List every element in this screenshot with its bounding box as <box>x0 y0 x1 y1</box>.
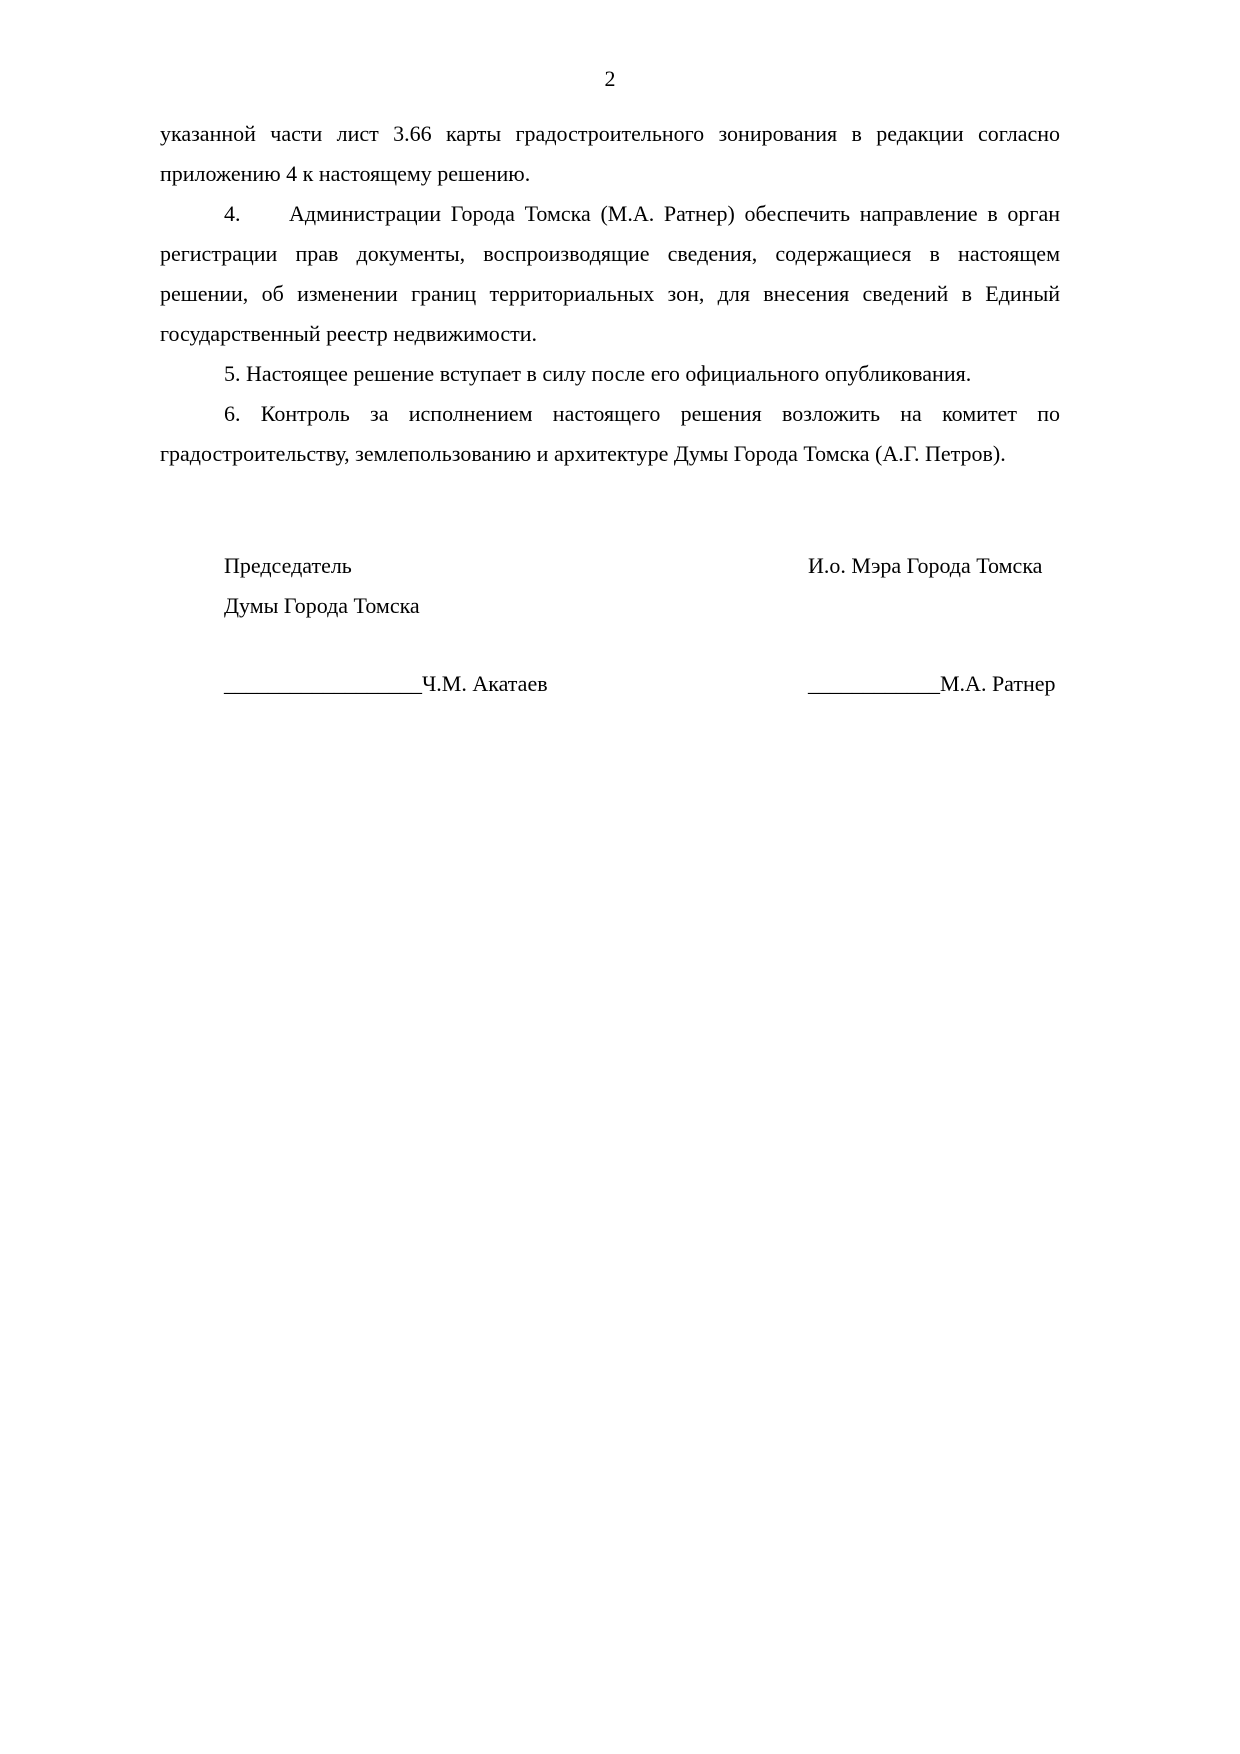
signatory-right-title <box>808 546 1060 586</box>
signature-line-left <box>160 664 808 704</box>
signature-underline-left: __________________ <box>224 671 422 696</box>
page-number: 2 <box>604 66 616 91</box>
paragraph-item-6: 6. Контроль за исполнением настоящего решения возложить на комитет по градостроительству, землепользованию и архитектуре Думы Города Томска (А.Г. Петров). <box>160 401 1060 466</box>
signature-block <box>160 546 1060 704</box>
signatory-left-title <box>160 546 808 626</box>
signatory-left-title-line2: Думы Города Томска <box>224 593 420 618</box>
signature-titles-row <box>160 546 1060 626</box>
signatory-right-name: М.А. Ратнер <box>940 671 1056 696</box>
paragraph-continuation: указанной части лист 3.66 карты градостроительного зонирования в редакции согласно приложению 4 к настоящему решению. <box>160 121 1060 186</box>
signatory-left-title-line1: Председатель <box>224 553 352 578</box>
paragraph-item-4: 4. Администрации Города Томска (М.А. Ратнер) обеспечить направление в орган регистрации прав документы, воспроизводящие сведения, содержащиеся в настоящем решении, об изменении границ территориальных зон, для внесения сведений в Единый государственный реестр недвижимости. <box>160 201 1060 346</box>
signature-line-right <box>808 664 1060 704</box>
signature-lines-row <box>160 664 1060 704</box>
signatory-left-name: Ч.М. Акатаев <box>422 671 548 696</box>
paragraph-item-5: 5. Настоящее решение вступает в силу после его официального опубликования. <box>224 361 972 386</box>
document-body <box>160 114 1060 474</box>
signatory-right-title-line1: И.о. Мэра Города Томска <box>808 553 1043 578</box>
signature-underline-right: ____________ <box>808 671 940 696</box>
